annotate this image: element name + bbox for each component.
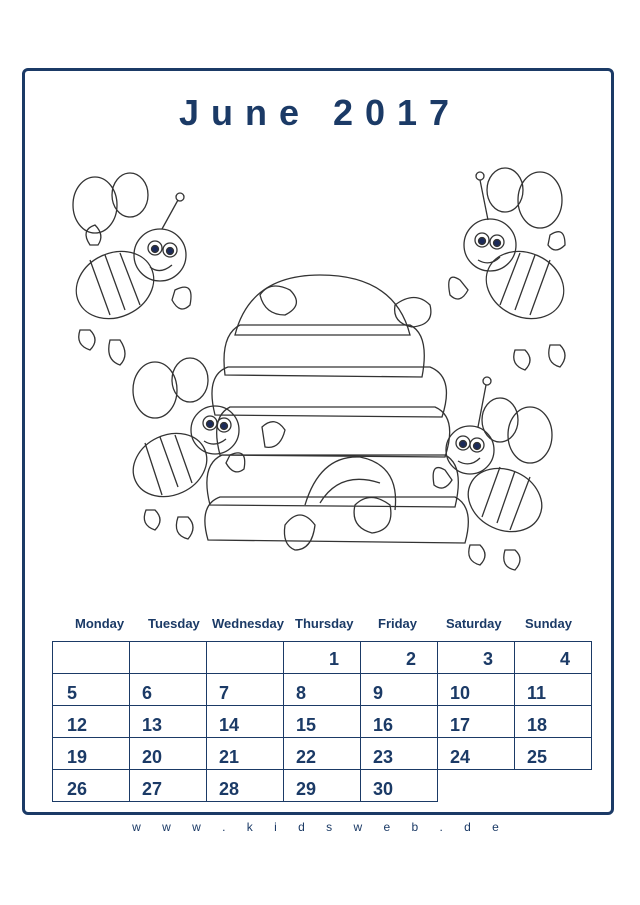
day-number: 27 — [142, 779, 163, 799]
calendar-day-cell — [437, 641, 515, 674]
calendar-day-cell — [52, 769, 130, 802]
day-number: 20 — [142, 747, 163, 767]
calendar-day-cell — [437, 673, 515, 706]
calendar-day-cell — [52, 705, 130, 738]
calendar-day-cell — [514, 737, 592, 770]
calendar-day-cell — [129, 769, 207, 802]
day-number: 4 — [560, 649, 571, 669]
calendar-day-cell — [514, 705, 592, 738]
weekday-saturday: Saturday — [446, 616, 502, 631]
day-number: 6 — [142, 683, 153, 703]
calendar-day-cell — [129, 737, 207, 770]
bee-top-left-icon — [65, 173, 191, 365]
calendar-day-cell — [283, 737, 361, 770]
calendar-day-cell — [206, 737, 284, 770]
weekday-sunday: Sunday — [525, 616, 572, 631]
day-number: 2 — [406, 649, 417, 669]
bee-mid-right-icon — [433, 377, 552, 570]
calendar-day-cell — [206, 673, 284, 706]
day-number: 23 — [373, 747, 394, 767]
calendar-day-cell — [52, 737, 130, 770]
bees-beehive-icon — [50, 165, 590, 595]
day-number: 22 — [296, 747, 317, 767]
weekday-header-row — [60, 616, 600, 636]
calendar-day-cell — [360, 641, 438, 674]
day-number: 16 — [373, 715, 394, 735]
beehive-icon — [205, 275, 468, 550]
day-number: 13 — [142, 715, 163, 735]
day-number: 30 — [373, 779, 394, 799]
day-number: 15 — [296, 715, 317, 735]
day-number: 24 — [450, 747, 471, 767]
calendar-day-cell — [52, 641, 130, 674]
calendar-day-cell — [360, 737, 438, 770]
day-number: 9 — [373, 683, 384, 703]
calendar-day-cell — [283, 705, 361, 738]
calendar-day-cell — [206, 641, 284, 674]
day-number: 25 — [527, 747, 548, 767]
day-number: 8 — [296, 683, 307, 703]
day-number: 3 — [483, 649, 494, 669]
day-number: 26 — [67, 779, 88, 799]
weekday-friday: Friday — [378, 616, 418, 631]
calendar-day-cell — [437, 737, 515, 770]
calendar-day-cell — [283, 769, 361, 802]
calendar-day-cell — [437, 705, 515, 738]
day-number: 7 — [219, 683, 230, 703]
day-number: 10 — [450, 683, 471, 703]
page-title: June 2017 — [178, 92, 462, 133]
day-number: 19 — [67, 747, 88, 767]
calendar-day-cell — [360, 769, 438, 802]
day-number: 17 — [450, 715, 471, 735]
calendar-day-cell — [206, 705, 284, 738]
day-number: 21 — [219, 747, 240, 767]
calendar-day-cell — [514, 641, 592, 674]
calendar-day-cell — [283, 641, 361, 674]
day-number: 18 — [527, 715, 548, 735]
calendar-day-cell — [206, 769, 284, 802]
day-number: 11 — [527, 683, 547, 703]
weekday-tuesday: Tuesday — [148, 616, 200, 631]
day-number: 5 — [67, 683, 78, 703]
weekday-monday: Monday — [75, 616, 125, 631]
calendar-day-cell — [360, 673, 438, 706]
day-number: 1 — [329, 649, 340, 669]
bee-mid-left-icon — [123, 358, 245, 539]
weekday-thursday: Thursday — [295, 616, 354, 631]
calendar-day-cell — [129, 673, 207, 706]
calendar-day-cell — [129, 641, 207, 674]
day-number: 14 — [219, 715, 240, 735]
weekday-wednesday: Wednesday — [212, 616, 285, 631]
website-footer: w w w . k i d s w e b . d e — [132, 820, 508, 834]
day-number: 28 — [219, 779, 240, 799]
calendar-day-cell — [52, 673, 130, 706]
calendar-day-cell — [514, 673, 592, 706]
calendar-day-cell — [283, 673, 361, 706]
calendar-day-cell — [360, 705, 438, 738]
day-number: 29 — [296, 779, 317, 799]
calendar-day-cell — [129, 705, 207, 738]
bee-top-right-icon — [449, 168, 575, 370]
day-number: 12 — [67, 715, 88, 735]
